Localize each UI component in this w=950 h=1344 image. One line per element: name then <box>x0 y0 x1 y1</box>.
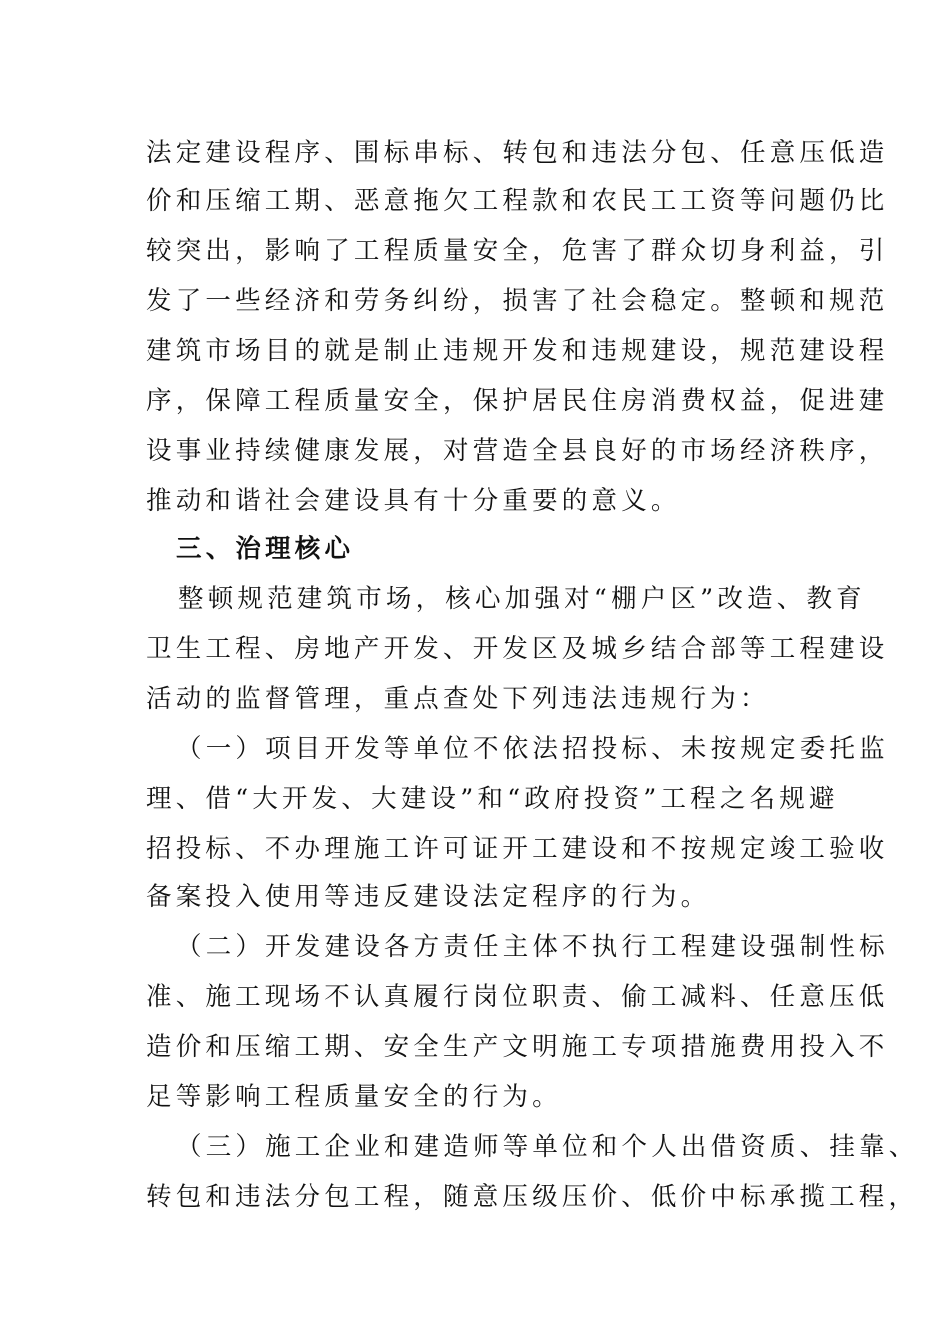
body-text-line: 建筑市场目的就是制止违规开发和违规建设，规范建设程 <box>146 336 889 366</box>
paragraph-first-line: 整顿规范建筑市场，核心加强对“棚户区”改造、教育 <box>178 584 866 614</box>
body-text-line: 较突出，影响了工程质量安全，危害了群众切身利益，引 <box>146 236 889 266</box>
body-text-line: 法定建设程序、围标串标、转包和违法分包、任意压低造 <box>146 138 889 168</box>
body-text-line: 足等影响工程质量安全的行为。 <box>146 1082 562 1112</box>
body-text-line: 卫生工程、房地产开发、开发区及城乡结合部等工程建设 <box>146 634 889 664</box>
body-text-line: 价和压缩工期、恶意拖欠工程款和农民工工资等问题仍比 <box>146 186 889 216</box>
body-text-line: 造价和压缩工期、安全生产文明施工专项措施费用投入不 <box>146 1032 889 1062</box>
body-text-line: 理、借“大开发、大建设”和“政府投资”工程之名规避 <box>146 784 839 814</box>
body-text-line: 推动和谐社会建设具有十分重要的意义。 <box>146 486 681 516</box>
paragraph-first-line: （三）施工企业和建造师等单位和个人出借资质、挂靠、 <box>176 1132 919 1162</box>
body-text-line: 设事业持续健康发展，对营造全县良好的市场经济秩序， <box>146 436 889 466</box>
body-text-line: 准、施工现场不认真履行岗位职责、偷工减料、任意压低 <box>146 982 889 1012</box>
body-text-line: 发了一些经济和劳务纠纷，损害了社会稳定。整顿和规范 <box>146 286 889 316</box>
section-heading: 三、治理核心 <box>176 534 355 564</box>
body-text-line: 活动的监督管理，重点查处下列违法违规行为： <box>146 684 770 714</box>
body-text-line: 备案投入使用等违反建设法定程序的行为。 <box>146 882 711 912</box>
body-text-line: 序，保障工程质量安全，保护居民住房消费权益，促进建 <box>146 386 889 416</box>
paragraph-first-line: （一）项目开发等单位不依法招投标、未按规定委托监 <box>176 734 889 764</box>
paragraph-first-line: （二）开发建设各方责任主体不执行工程建设强制性标 <box>176 932 889 962</box>
body-text-line: 转包和违法分包工程，随意压级压价、低价中标承揽工程， <box>146 1182 919 1212</box>
body-text-line: 招投标、不办理施工许可证开工建设和不按规定竣工验收 <box>146 834 889 864</box>
